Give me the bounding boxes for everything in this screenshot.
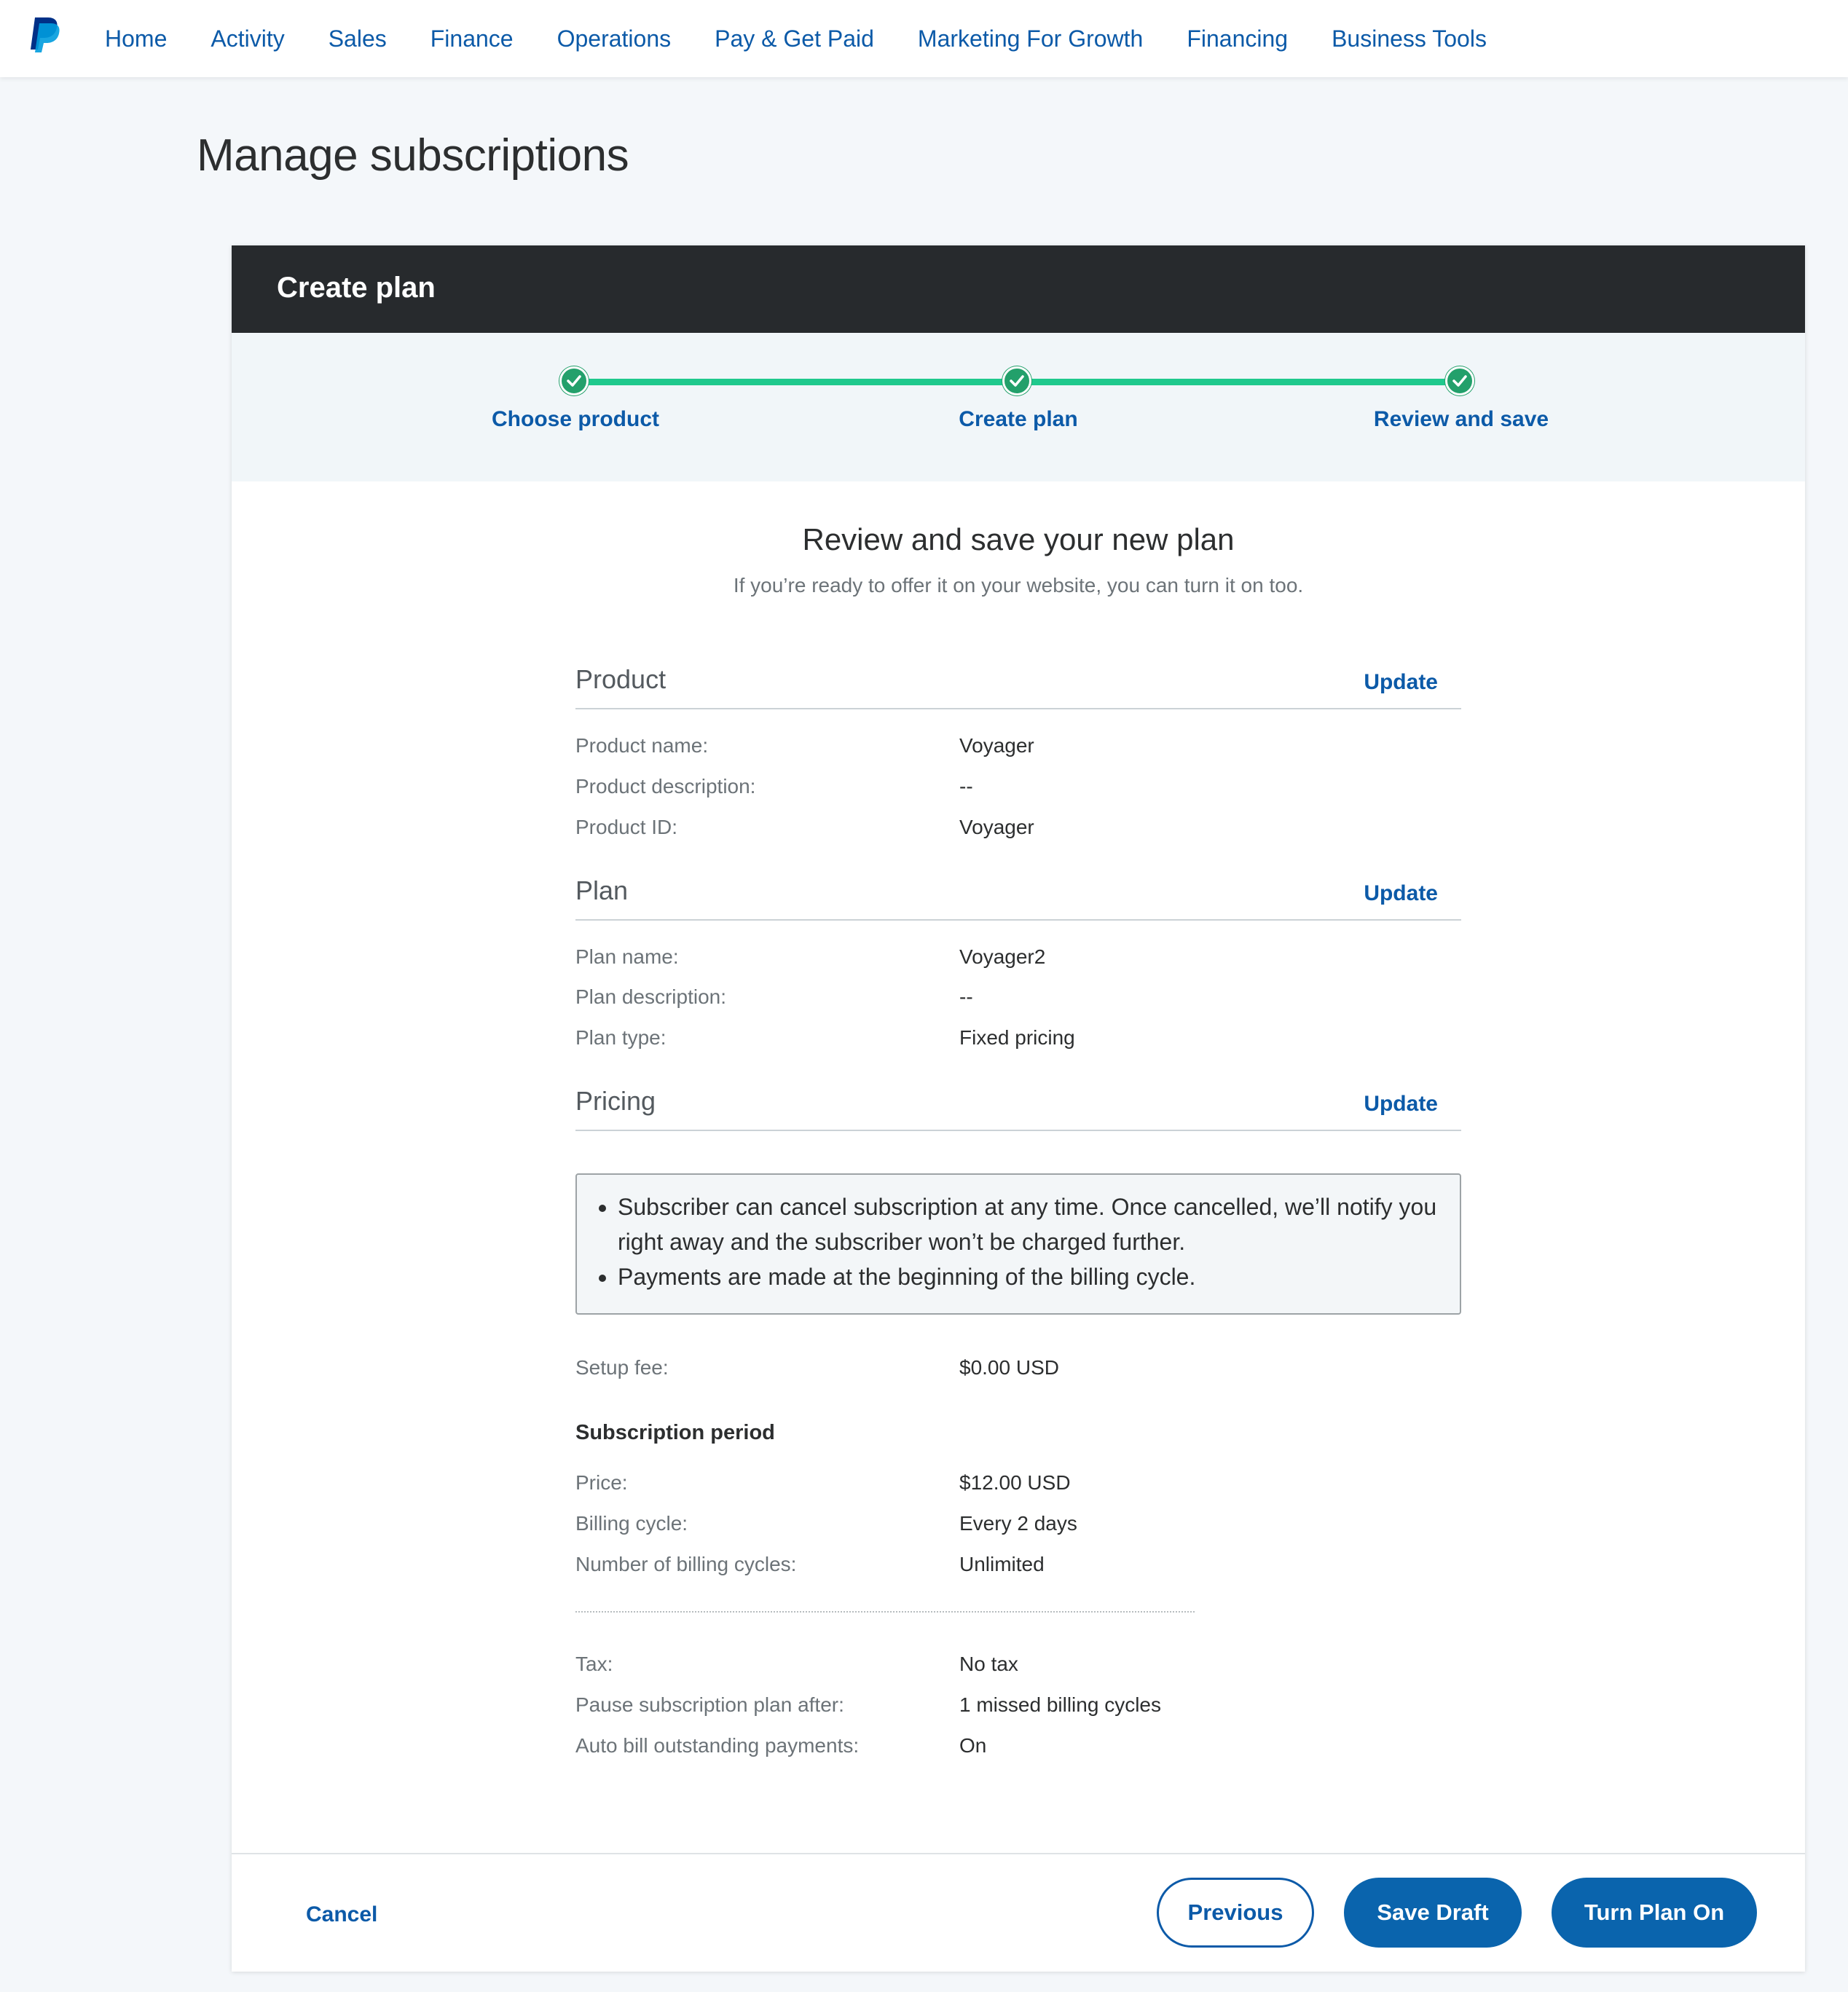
card-footer <box>232 1853 1805 1972</box>
plan-type-value: Fixed pricing <box>959 1026 1075 1049</box>
plan-section-header <box>575 875 1461 921</box>
pricing-note-billing: • Payments are made at the beginning of the billing cycle. <box>618 1259 1438 1294</box>
plan-description-value: -- <box>959 985 973 1008</box>
pricing-info-box <box>575 1173 1461 1315</box>
nav-business-tools[interactable]: Business Tools <box>1332 25 1487 52</box>
price-label: Price: <box>575 1471 628 1494</box>
step-label-choose-product[interactable]: Choose product <box>492 407 659 431</box>
plan-type-label: Plan type: <box>575 1026 667 1049</box>
update-product-link[interactable]: Update <box>1364 670 1438 694</box>
product-description-value: -- <box>959 775 973 798</box>
auto-bill-value: On <box>959 1734 987 1757</box>
nav-home[interactable]: Home <box>105 25 168 52</box>
nav-finance[interactable]: Finance <box>430 25 514 52</box>
update-plan-link[interactable]: Update <box>1364 881 1438 905</box>
auto-bill-label: Auto bill outstanding payments: <box>575 1734 860 1757</box>
product-name-value: Voyager <box>959 734 1034 757</box>
turn-plan-on-button[interactable]: Turn Plan On <box>1552 1878 1757 1948</box>
product-id-label: Product ID: <box>575 816 678 838</box>
plan-section-title: Plan <box>575 875 629 905</box>
page-title: Manage subscriptions <box>197 130 629 181</box>
step-label-review-and-save[interactable]: Review and save <box>1373 407 1549 431</box>
previous-button[interactable]: Previous <box>1157 1878 1314 1948</box>
top-navigation-bar <box>0 0 1848 77</box>
nav-operations[interactable]: Operations <box>557 25 672 52</box>
card-header-title: Create plan <box>277 272 436 304</box>
pricing-divider <box>575 1611 1195 1613</box>
step-3-complete-icon <box>1445 366 1474 395</box>
step-label-create-plan[interactable]: Create plan <box>959 407 1078 431</box>
product-description-label: Product description: <box>575 775 756 798</box>
product-section-header <box>575 664 1461 709</box>
plan-name-value: Voyager2 <box>959 945 1046 968</box>
checkmark-icon <box>1452 374 1467 387</box>
nav-marketing-for-growth[interactable]: Marketing For Growth <box>917 25 1144 52</box>
checkmark-icon <box>1010 374 1024 387</box>
number-of-billing-cycles-value: Unlimited <box>959 1553 1045 1575</box>
billing-cycle-label: Billing cycle: <box>575 1512 688 1535</box>
step-connector-1 <box>574 379 1017 385</box>
pricing-note-cancel: • Subscriber can cancel subscription at any time. Once cancelled, we’ll notify you right away and the subscriber won’t be charged further. <box>618 1189 1438 1259</box>
card-header <box>232 245 1805 333</box>
number-of-billing-cycles-label: Number of billing cycles: <box>575 1553 797 1575</box>
pricing-notes-list <box>618 1189 1438 1294</box>
product-id-value: Voyager <box>959 816 1034 838</box>
update-pricing-link[interactable]: Update <box>1364 1092 1438 1116</box>
nav-activity[interactable]: Activity <box>211 25 285 52</box>
plan-name-label: Plan name: <box>575 945 679 968</box>
plan-description-label: Plan description: <box>575 985 727 1008</box>
cancel-link[interactable]: Cancel <box>306 1902 378 1926</box>
review-title: Review and save your new plan <box>802 522 1235 556</box>
tax-label: Tax: <box>575 1653 613 1675</box>
nav-financing[interactable]: Financing <box>1187 25 1289 52</box>
price-value: $12.00 USD <box>959 1471 1071 1494</box>
main-nav <box>105 0 1530 77</box>
create-plan-card <box>232 245 1805 1972</box>
subscription-period-title: Subscription period <box>575 1421 775 1444</box>
paypal-logo-icon[interactable] <box>28 16 61 54</box>
pricing-section-title: Pricing <box>575 1086 656 1116</box>
product-name-label: Product name: <box>575 734 709 757</box>
pause-plan-value: 1 missed billing cycles <box>959 1693 1161 1716</box>
setup-fee-value: $0.00 USD <box>959 1356 1059 1379</box>
product-section-title: Product <box>575 664 667 694</box>
billing-cycle-value: Every 2 days <box>959 1512 1077 1535</box>
pause-plan-label: Pause subscription plan after: <box>575 1693 844 1716</box>
step-2-complete-icon <box>1002 366 1031 395</box>
step-connector-2 <box>1017 379 1460 385</box>
tax-value: No tax <box>959 1653 1018 1675</box>
setup-fee-label: Setup fee: <box>575 1356 669 1379</box>
save-draft-button[interactable]: Save Draft <box>1344 1878 1522 1948</box>
nav-sales[interactable]: Sales <box>328 25 387 52</box>
pricing-section-header <box>575 1086 1461 1131</box>
step-1-complete-icon <box>559 366 589 395</box>
checkmark-icon <box>567 374 581 387</box>
review-subtitle: If you’re ready to offer it on your website, you can turn it on too. <box>733 574 1304 597</box>
nav-pay-and-get-paid[interactable]: Pay & Get Paid <box>715 25 874 52</box>
